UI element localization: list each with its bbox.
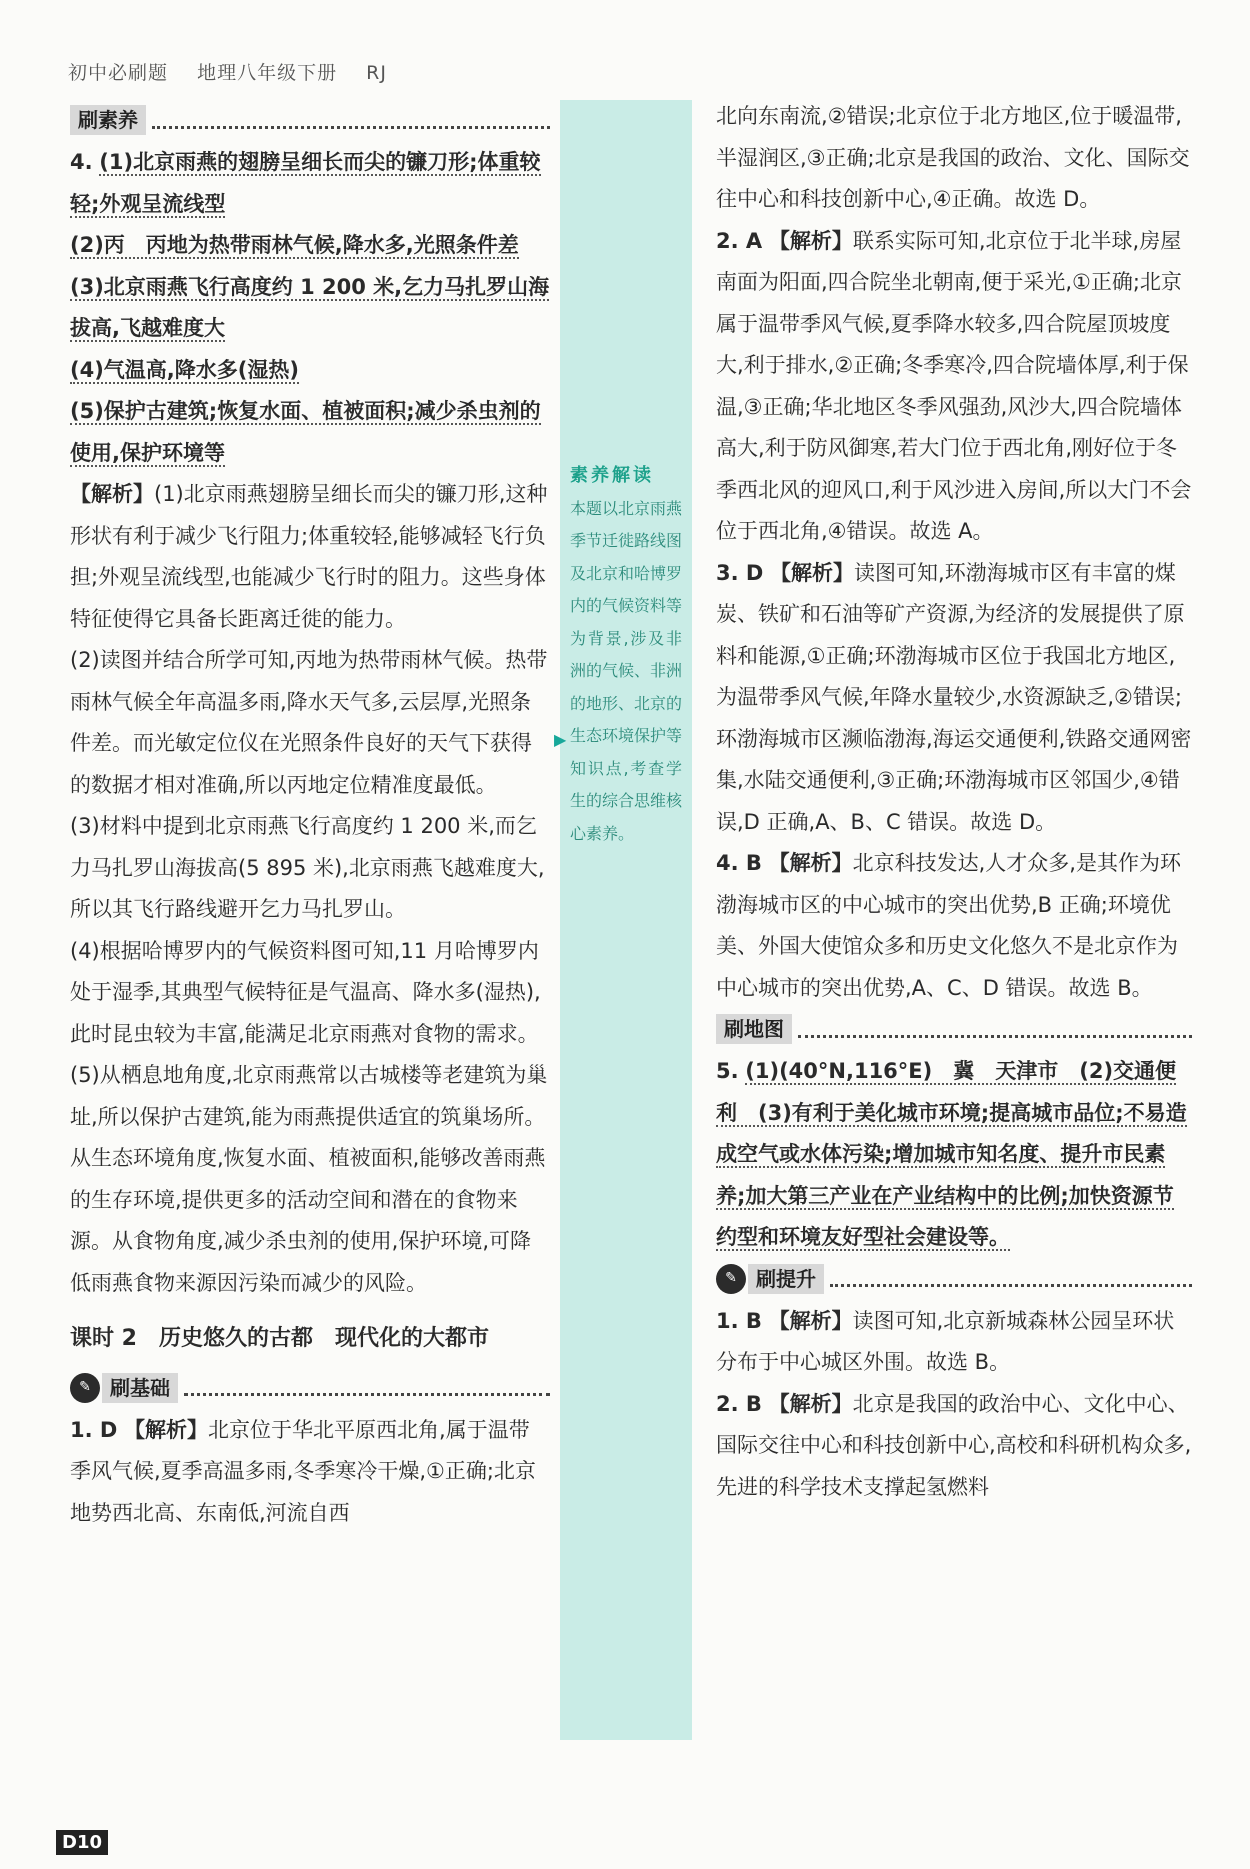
section-label: 刷基础 xyxy=(102,1373,178,1403)
section-jichu xyxy=(70,1370,550,1406)
left-column xyxy=(70,100,550,1534)
series-title: 初中必刷题 xyxy=(68,62,169,84)
brush-icon: ✎ xyxy=(716,1264,746,1294)
q4-analysis-3: (3)材料中提到北京雨燕飞行高度约 1 200 米,而乞力马扎罗山海拔高(5 895 米),北京雨燕飞越难度大,所以其飞行路线避开乞力马扎罗山。 xyxy=(70,814,545,921)
arrow-right-icon: ▶ xyxy=(554,730,567,749)
section-label: 刷地图 xyxy=(716,1014,792,1044)
q4-answer-1: (1)北京雨燕的翅膀呈细长而尖的镰刀形;体重较轻;外观呈流线型 xyxy=(70,150,541,216)
analysis-tag: 【解析】 xyxy=(70,482,154,506)
section-label: 刷提升 xyxy=(748,1264,824,1294)
p2-answer: 2. B 【解析】北京是我国的政治中心、文化中心、国际交往中心和科技创新中心,高校和科研机构众多,先进的科学技术支撑起氢燃料 xyxy=(716,1391,1192,1499)
q1-continued: 北向东南流,②错误;北京位于北方地区,位于暖温带,半湿润区,③正确;北京是我国的政治、文化、国际交往中心和科技创新中心,④正确。故选 D。 xyxy=(716,104,1190,211)
dotted-divider xyxy=(830,1270,1192,1287)
p1-answer: 1. B 【解析】读图可知,北京新城森林公园呈环状分布于中心城区外围。故选 B。 xyxy=(716,1308,1175,1374)
q4-analysis-2: (2)读图并结合所学可知,丙地为热带雨林气候。热带雨林气候全年高温多雨,降水天气多,云层厚,光照条件差。而光敏定位仪在光照条件良好的天气下获得的数据才相对准确,所以丙地定位精准度最低。 xyxy=(70,648,548,797)
p2-number: 2. B xyxy=(716,1391,762,1416)
section-ditu xyxy=(716,1011,1192,1047)
q4-answer-2: (2)丙 丙地为热带雨林气候,降水多,光照条件差 xyxy=(70,233,519,257)
analysis-tag: 【解析】 xyxy=(768,1391,853,1416)
q5-number: 5. xyxy=(716,1059,739,1083)
section-tisheng xyxy=(716,1261,1192,1297)
q4-number: 4. xyxy=(70,150,93,174)
q4-number: 4. B xyxy=(716,851,762,875)
q4-answer-3: (3)北京雨燕飞行高度约 1 200 米,乞力马扎罗山海拔高,飞越难度大 xyxy=(70,274,550,340)
analysis-tag: 【解析】 xyxy=(124,1417,209,1442)
q4-analysis-4: (4)根据哈博罗内的气候资料图可知,11 月哈博罗内处于湿季,其典型气候特征是气温高、降水多(湿热),此时昆虫较为丰富,能满足北京雨燕对食物的需求。 xyxy=(70,938,541,1046)
q1-answer: 1. D 【解析】北京位于华北平原西北角,属于温带季风气候,夏季高温多雨,冬季寒冷干燥,①正确;北京地势西北高、东南低,河流自西 xyxy=(70,1417,536,1525)
section-suyang xyxy=(70,102,550,138)
q4-answer-5: (5)保护古建筑;恢复水面、植被面积;减少杀虫剂的使用,保护环境等 xyxy=(70,399,541,465)
literacy-note xyxy=(570,460,682,850)
q3-answer: 3. D 【解析】读图可知,环渤海城市区有丰富的煤炭、铁矿和石油等矿产资源,为经济的发展提供了原料和能源,①正确;环渤海城市区位于我国北方地区,为温带季风气候,年降水量较少,水资源缺乏,②错误;环渤海城市区濒临渤海,海运交通便利,铁路交通网密集,水陆交通便利,③正确;环渤海城市区邻国少,④错误,D 正确,A、B、C 错误。故选 D。 xyxy=(716,560,1192,834)
dotted-divider xyxy=(798,1021,1192,1038)
analysis-tag: 【解析】 xyxy=(768,851,853,875)
q5-answer xyxy=(716,1051,1192,1259)
page-number: D10 xyxy=(56,1830,108,1855)
right-column xyxy=(716,96,1192,1508)
analysis-tag: 【解析】 xyxy=(768,1308,853,1333)
q2-number: 2. A xyxy=(716,228,763,253)
analysis-tag: 【解析】 xyxy=(768,228,853,253)
q4-analysis-5: (5)从栖息地角度,北京雨燕常以古城楼等老建筑为巢址,所以保护古建筑,能为雨燕提供适宜的筑巢场所。从生态环境角度,恢复水面、植被面积,能够改善雨燕的生存环境,提供更多的活动空间和潜在的食物来源。从食物角度,减少杀虫剂的使用,保护环境,可降低雨燕食物来源因污染而减少的风险。 xyxy=(70,1063,548,1295)
literacy-note-strip xyxy=(554,100,692,1740)
q4-answer-4: (4)气温高,降水多(湿热) xyxy=(70,357,299,382)
q4-analysis-1: 【解析】(1)北京雨燕翅膀呈细长而尖的镰刀形,这种形状有利于减少飞行阻力;体重较轻,能够减轻飞行负担;外观呈流线型,也能减少飞行时的阻力。这些身体特征使得它具备长距离迁徙的能力。 xyxy=(70,482,548,631)
q3-number: 3. D xyxy=(716,560,764,585)
q5-text: (1)(40°N,116°E) 冀 天津市 (2)交通便利 (3)有利于美化城市环境;提高城市品位;不易造成空气或水体污染;增加城市知名度、提升市民素养;加大第三产业在产业结构中的比例;加快资源节约型和环境友好型社会建设等。 xyxy=(716,1059,1187,1249)
dotted-divider xyxy=(152,112,550,129)
lesson-title: 课时 2 历史悠久的古都 现代化的大都市 xyxy=(70,1326,489,1351)
q4-answer-right: 4. B 【解析】北京科技发达,人才众多,是其作为环渤海城市区的中心城市的突出优势,B 正确;环境优美、外国大使馆众多和历史文化悠久不是北京作为中心城市的突出优势,A、C、D 错误。故选 B。 xyxy=(716,851,1181,1000)
brush-icon: ✎ xyxy=(70,1373,100,1403)
q1-number: 1. D xyxy=(70,1417,118,1442)
q2-answer: 2. A 【解析】联系实际可知,北京位于北半球,房屋南面为阳面,四合院坐北朝南,便于采光,①正确;北京属于温带季风气候,夏季降水较多,四合院屋顶坡度大,利于排水,②正确;冬季寒冷,四合院墙体厚,利于保温,③正确;华北地区冬季风强劲,风沙大,四合院墙体高大,利于防风御寒,若大门位于西北角,刚好位于冬季西北风的迎风口,利于风沙进入房间,所以大门不会位于西北角,④错误。故选 A。 xyxy=(716,228,1192,543)
q4-answer xyxy=(70,142,550,474)
section-label: 刷素养 xyxy=(70,105,146,135)
page-header xyxy=(68,58,409,85)
note-text: 本题以北京雨燕季节迁徙路线图及北京和哈博罗内的气候资料等为背景,涉及非洲的气候、非洲的地形、北京的生态环境保护等知识点,考查学生的综合思维核心素养。 xyxy=(570,498,683,843)
note-title: 素养解读 xyxy=(570,465,654,486)
edition-label: RJ xyxy=(366,62,387,84)
p1-number: 1. B xyxy=(716,1308,762,1333)
subject-title: 地理八年级下册 xyxy=(197,62,338,84)
dotted-divider xyxy=(184,1379,550,1396)
analysis-tag: 【解析】 xyxy=(770,560,855,585)
